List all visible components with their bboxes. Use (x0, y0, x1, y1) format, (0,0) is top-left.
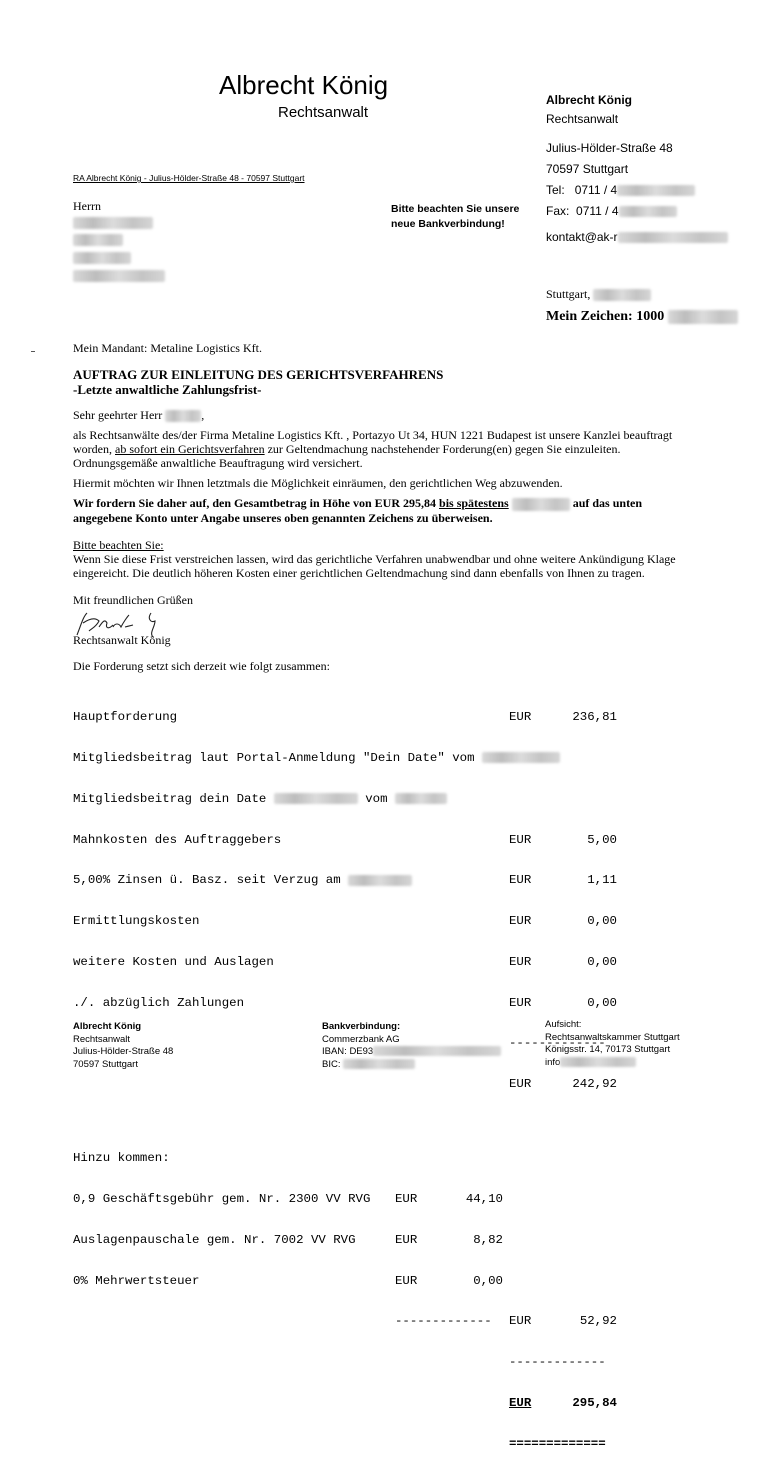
fees-row (73, 1315, 617, 1329)
demand-line-2: angegebene Konto unter Angabe unseres oben genannten Zeichens zu überweisen. (73, 511, 493, 525)
redacted-block (343, 1059, 415, 1069)
total-row (73, 1397, 617, 1411)
iban-label: IBAN: DE93 (322, 1046, 374, 1057)
total-amount: 295,84 (572, 1395, 617, 1410)
p1-line-3: Ordnungsgemäße anwaltliche Beauftragung wird versichert. (73, 456, 363, 471)
recipient-block (73, 199, 165, 282)
subtotal-amount: 242,92 (572, 1077, 617, 1092)
claim-label: Hauptforderung (73, 710, 178, 725)
recipient-salutation: Herrn (73, 199, 101, 213)
claim-label: ./. abzüglich Zahlungen (73, 995, 245, 1010)
email-prefix: info (545, 1056, 561, 1068)
greeting-text: Sehr geehrter Herr (73, 408, 163, 422)
redacted-block (73, 234, 123, 246)
claim-amount: 0,00 (587, 914, 617, 929)
attention-heading: Bitte beachten Sie: (73, 538, 164, 552)
date-prefix: Stuttgart, (546, 287, 591, 301)
claims-table (73, 684, 617, 1465)
letterhead-title: Rechtsanwalt (278, 104, 369, 121)
footer-bic (322, 1059, 501, 1072)
footer-name: Albrecht König (73, 1021, 142, 1032)
sidebar-street: Julius-Hölder-Straße 48 (546, 141, 673, 155)
redacted-block (619, 206, 677, 217)
claim-currency: EUR (509, 995, 532, 1010)
fees-amount: 52,92 (579, 1314, 617, 1329)
bic-label: BIC: (322, 1058, 341, 1070)
redacted-block (617, 185, 695, 196)
claim-label: Mitgliedsbeitrag laut Portal-Anmeldung "Dein Date" vom (73, 750, 475, 765)
claim-label: 5,00% Zinsen ü. Basz. seit Verzug am (73, 873, 341, 888)
redacted-block (373, 1046, 501, 1056)
letterhead-name: Albrecht König (219, 70, 389, 100)
letter-date (546, 287, 651, 302)
footer-col-supervision (545, 1019, 680, 1069)
footer-title: Rechtsanwalt (73, 1033, 131, 1045)
claim-amount: 5,00 (587, 832, 617, 847)
paragraph-1 (73, 428, 713, 470)
footer-iban (322, 1046, 501, 1059)
p1-line-2 (73, 442, 713, 456)
paragraph-2: Hiermit möchten wir Ihnen letztmals die Möglichkeit einräumen, den gerichtlichen Weg abzuwenden. (73, 476, 563, 491)
payment-demand (73, 496, 713, 525)
redacted-block (618, 232, 728, 243)
footer-bank-heading: Bankverbindung: (322, 1021, 401, 1032)
fee-amount: 44,10 (465, 1191, 503, 1206)
rule-text: ------------- (509, 1036, 606, 1051)
email-value: kontakt@ak-r (546, 230, 618, 244)
p1-line-1: als Rechtsanwälte des/der Firma Metaline Logistics Kft. , Portazyo Ut 34, HUN 1221 Budapest ist unsere Kanzlei beauftragt (73, 428, 673, 443)
sidebar-email (546, 229, 728, 245)
demand-text-end: auf das unten (572, 496, 643, 511)
claim-label: Ermittlungskosten (73, 914, 200, 929)
claim-label: Mitgliedsbeitrag dein Date (73, 791, 267, 806)
fee-row (73, 1193, 617, 1207)
claim-currency: EUR (509, 1314, 532, 1329)
fee-row (73, 1275, 617, 1289)
claim-row (73, 793, 617, 807)
deadline-label: bis spätestens (439, 496, 509, 511)
sidebar-fax (546, 203, 728, 219)
sidebar-name: Albrecht König (546, 93, 632, 107)
claim-amount: 1,11 (587, 873, 617, 888)
redacted-block (73, 270, 165, 282)
footer-street: Julius-Hölder-Straße 48 (73, 1046, 174, 1057)
redacted-block (395, 793, 447, 804)
bank-notice (391, 202, 519, 232)
claim-row (73, 711, 617, 725)
claim-currency: EUR (509, 710, 532, 725)
claim-vom: vom (365, 791, 388, 806)
claim-row (73, 915, 617, 929)
claim-label: Mahnkosten des Auftraggebers (73, 832, 282, 847)
total-rule (73, 1356, 617, 1370)
redacted-block (165, 410, 201, 422)
letter-heading: AUFTRAG ZUR EINLEITUNG DES GERICHTSVERFAHRENS (73, 367, 444, 382)
sidebar-city: 70597 Stuttgart (546, 162, 629, 176)
fee-currency: EUR (395, 1232, 418, 1247)
additional-heading: Hinzu kommen: (73, 1151, 170, 1166)
claim-row (73, 997, 617, 1011)
fee-label: Auslagenpauschale gem. Nr. 7002 VV RVG (73, 1232, 356, 1247)
total-currency: EUR (509, 1395, 532, 1410)
p4-line-1: Wenn Sie diese Frist verstreichen lassen, wird das gerichtliche Verfahren unabwendbar und ohne weitere Ankündigung Klage (73, 552, 676, 566)
redacted-block (560, 1057, 636, 1067)
footer-supervision-email (545, 1057, 680, 1070)
claim-row (73, 834, 617, 848)
redacted-block (593, 289, 651, 301)
fee-label: 0,9 Geschäftsgebühr gem. Nr. 2300 VV RVG (73, 1191, 371, 1206)
ref-label: Mein Zeichen: 1000 (546, 309, 665, 324)
notice-line-1: Bitte beachten Sie unsere (391, 203, 520, 215)
fee-amount: 0,00 (473, 1273, 503, 1288)
p1-text-a: worden, (73, 442, 115, 457)
footer-supervision-address: Königsstr. 14, 70173 Stuttgart (545, 1044, 671, 1055)
fee-amount: 8,82 (473, 1232, 503, 1247)
footer-city: 70597 Stuttgart (73, 1058, 138, 1070)
fee-currency: EUR (395, 1273, 418, 1288)
redacted-block (668, 310, 738, 324)
rule-text: ------------- (509, 1355, 606, 1370)
footer-supervision-org: Rechtsanwaltskammer Stuttgart (545, 1031, 680, 1043)
fee-currency: EUR (395, 1191, 418, 1206)
tel-value: 0711 / 4 (574, 183, 618, 197)
redacted-block (73, 217, 153, 229)
greeting (73, 408, 713, 422)
fee-label: 0% Mehrwertsteuer (73, 1273, 200, 1288)
footer-col-bank (322, 1021, 501, 1071)
claim-intro: Die Forderung setzt sich derzeit wie folgt zusammen: (73, 659, 330, 673)
claim-amount: 236,81 (572, 710, 617, 725)
fee-row (73, 1234, 617, 1248)
rule-text: ------------- (395, 1314, 492, 1329)
redacted-block (512, 498, 570, 511)
footer-bank-name: Commerzbank AG (322, 1033, 400, 1045)
p1-emphasis: ab sofort ein Gerichtsverfahren (115, 442, 265, 457)
fax-value: 0711 / 4 (576, 204, 619, 218)
fax-label: Fax: (546, 204, 570, 218)
claim-row (73, 956, 617, 970)
claim-currency: EUR (509, 914, 532, 929)
claim-row (73, 752, 617, 766)
greeting-comma: , (201, 408, 205, 422)
footer-col-sender (73, 1021, 173, 1071)
claim-currency: EUR (509, 1077, 532, 1092)
redacted-block (348, 875, 412, 886)
claim-currency: EUR (509, 954, 532, 969)
letter-body (73, 341, 713, 673)
closing: Mit freundlichen Grüßen (73, 593, 193, 607)
notice-line-2: neue Bankverbindung! (391, 218, 505, 230)
demand-line-1 (73, 496, 713, 511)
p4-line-2: eingereicht. Die deutlich höheren Kosten einer gerichtlichen Geltendmachung sind dann ebenfalls von Ihnen zu tragen. (73, 566, 645, 580)
return-address: RA Albrecht König - Julius-Hölder-Straße 48 - 70597 Stuttgart (73, 173, 305, 183)
claim-label: weitere Kosten und Auslagen (73, 954, 274, 969)
redacted-block (73, 252, 131, 264)
demand-text: Wir fordern Sie daher auf, den Gesamtbetrag in Höhe von EUR 295,84 (73, 496, 440, 511)
claim-row (73, 874, 617, 888)
letter-subheading: -Letzte anwaltliche Zahlungsfrist- (73, 382, 262, 397)
sidebar-contact (546, 92, 728, 245)
mandant-line: Mein Mandant: Metaline Logistics Kft. (73, 341, 262, 355)
rule-text: ============= (509, 1436, 606, 1451)
sidebar-tel (546, 182, 728, 198)
tel-label: Tel: (546, 183, 565, 197)
subtotal-row (73, 1078, 617, 1092)
footer-supervision-heading: Aufsicht: (545, 1019, 582, 1030)
p1-text-c: zur Geltendmachung nachstehender Forderung(en) gegen Sie einzuleiten. (264, 442, 621, 457)
claim-currency: EUR (509, 873, 532, 888)
signer: Rechtsanwalt König (73, 633, 171, 647)
sidebar-title: Rechtsanwalt (546, 112, 619, 126)
redacted-block (482, 752, 560, 763)
claim-amount: 0,00 (587, 995, 617, 1010)
fold-mark (31, 351, 35, 352)
redacted-block (274, 793, 358, 804)
total-double-rule (73, 1438, 617, 1452)
reference-number (546, 309, 738, 325)
claim-amount: 0,00 (587, 954, 617, 969)
claim-currency: EUR (509, 832, 532, 847)
